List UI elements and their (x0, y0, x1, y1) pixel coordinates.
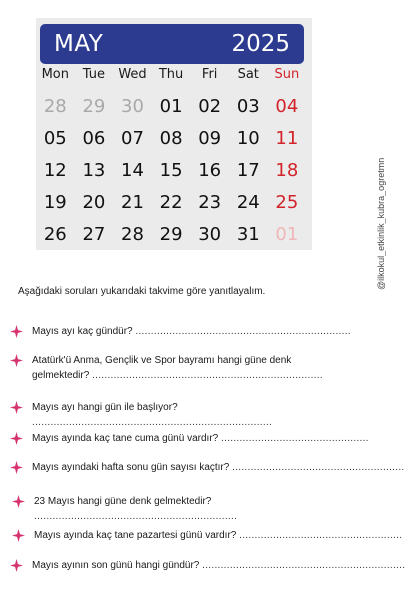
answer-line: .................................................................. (34, 511, 238, 522)
answer-line: ........................................................ (232, 462, 405, 473)
calendar-day: 06 (82, 127, 106, 149)
calendar-day: 13 (82, 159, 106, 181)
calendar-year: 2025 (231, 31, 290, 57)
question-text: Mayıs ayının son günü hangi gündür? (32, 560, 200, 571)
calendar-day: 28 (121, 223, 144, 245)
answer-line: .............................................................................. (32, 417, 273, 428)
question-8 (32, 558, 405, 573)
star-bullet-icon (10, 325, 23, 338)
answer-line: .................................................................. (202, 560, 406, 571)
question-text-continued: gelmektedir? (32, 370, 90, 381)
question-6 (34, 494, 406, 524)
calendar-day: 10 (236, 127, 260, 149)
calendar-day: 22 (159, 191, 183, 213)
weekday-label: Tue (82, 67, 105, 82)
weekday-label: Mon (41, 67, 69, 82)
calendar-day: 02 (198, 95, 222, 117)
weekday-row (36, 67, 312, 85)
calendar-day: 30 (198, 223, 222, 245)
star-bullet-icon (10, 559, 23, 572)
calendar-day: 28 (43, 95, 67, 117)
author-watermark: @ilkokul_etkinlik_kubra_ogretmn (376, 157, 386, 290)
question-text: Mayıs ayındaki hafta sonu gün sayısı kaçtır? (32, 462, 230, 473)
star-bullet-icon (10, 432, 23, 445)
question-text: Mayıs ayında kaç tane pazartesi günü vardır? (34, 530, 237, 541)
calendar-day: 29 (82, 95, 106, 117)
calendar-day: 30 (121, 95, 144, 117)
calendar-day-sunday: 25 (275, 191, 299, 213)
calendar-day: 24 (236, 191, 260, 213)
calendar-day: 01 (159, 95, 183, 117)
calendar-week (36, 218, 312, 250)
answer-line: ...................................................................... (135, 326, 351, 337)
calendar-header (40, 24, 304, 64)
calendar-day: 31 (236, 223, 260, 245)
calendar-week (36, 90, 312, 122)
question-2 (32, 353, 352, 383)
calendar-day: 08 (159, 127, 183, 149)
calendar-day: 03 (236, 95, 260, 117)
answer-line: ................................................ (221, 433, 369, 444)
question-text: 23 Mayıs hangi güne denk gelmektedir? (34, 496, 212, 507)
calendar-day: 20 (82, 191, 106, 213)
calendar-days (36, 90, 312, 250)
calendar-day: 05 (43, 127, 67, 149)
instruction-text: Aşağıdaki soruları yukarıdaki takvime göre yanıtlayalım. (18, 286, 266, 297)
weekday-label: Sat (237, 67, 259, 82)
calendar-day: 26 (43, 223, 67, 245)
question-text: Mayıs ayı hangi gün ile başlıyor? (32, 402, 178, 413)
answer-line: ........................................................................... (92, 370, 323, 381)
question-text: Atatürk'ü Anma, Gençlik ve Spor bayramı hangi güne denk (32, 355, 292, 366)
calendar-day: 17 (236, 159, 260, 181)
calendar-week (36, 186, 312, 218)
answer-line: ..................................................... (239, 530, 403, 541)
calendar-day: 19 (43, 191, 67, 213)
weekday-label: Thu (158, 67, 184, 82)
calendar-day-sunday: 11 (275, 127, 299, 149)
question-4 (32, 431, 369, 446)
calendar-day-sunday: 01 (275, 223, 299, 245)
question-text: Mayıs ayında kaç tane cuma günü vardır? (32, 433, 219, 444)
calendar-day: 12 (43, 159, 67, 181)
calendar-day: 14 (121, 159, 144, 181)
calendar-day-sunday: 18 (275, 159, 299, 181)
question-1 (32, 324, 351, 339)
calendar-day: 29 (159, 223, 183, 245)
calendar-day: 15 (159, 159, 183, 181)
question-5 (32, 460, 405, 475)
calendar-day: 09 (198, 127, 222, 149)
calendar (36, 18, 312, 250)
weekday-label: Wed (118, 67, 147, 82)
question-text: Mayıs ayı kaç gündür? (32, 326, 133, 337)
calendar-day: 21 (121, 191, 144, 213)
star-bullet-icon (12, 529, 25, 542)
weekday-label-sunday: Sun (274, 67, 300, 82)
calendar-day: 07 (121, 127, 144, 149)
calendar-day-sunday: 04 (275, 95, 299, 117)
calendar-day: 23 (198, 191, 222, 213)
weekday-label: Fri (201, 67, 218, 82)
question-7 (34, 528, 402, 543)
calendar-week (36, 154, 312, 186)
calendar-month: MAY (54, 31, 104, 57)
star-bullet-icon (12, 495, 25, 508)
star-bullet-icon (10, 354, 23, 367)
star-bullet-icon (10, 401, 23, 414)
calendar-day: 16 (198, 159, 222, 181)
calendar-week (36, 122, 312, 154)
calendar-day: 27 (82, 223, 106, 245)
question-3 (32, 400, 406, 430)
star-bullet-icon (10, 461, 23, 474)
